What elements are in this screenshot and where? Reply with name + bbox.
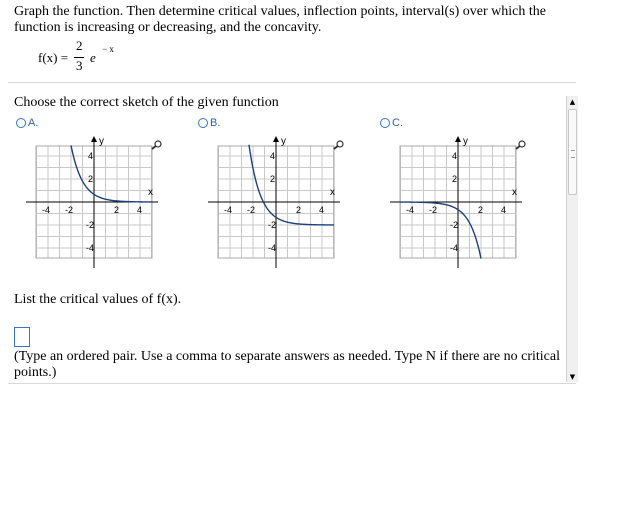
graph-a[interactable] xyxy=(26,134,162,274)
divider xyxy=(8,383,576,384)
option-a[interactable] xyxy=(16,117,38,129)
scroll-down-icon[interactable]: ▼ xyxy=(569,372,576,381)
critical-values-input[interactable] xyxy=(14,327,30,347)
formula-denominator: 3 xyxy=(76,58,83,73)
tick-label: -4 xyxy=(86,243,95,253)
formula-lhs: f(x) = xyxy=(38,50,69,65)
question-prompt: Graph the function. Then determine critical values, inflection points, interval(s) over which the function is increasing or decreasing, and the concavity. xyxy=(14,4,546,35)
tick-label: 4 xyxy=(137,205,143,215)
magnifier-icon[interactable] xyxy=(333,140,345,150)
graph-b[interactable] xyxy=(208,134,344,274)
function-formula xyxy=(38,38,158,78)
critical-values-prompt: List the critical values of f(x). xyxy=(14,292,182,307)
sketch-instruction: Choose the correct sketch of the given function xyxy=(14,95,279,110)
divider xyxy=(8,82,576,83)
radio-c[interactable] xyxy=(380,118,390,128)
radio-a[interactable] xyxy=(16,118,26,128)
tick-label: 4 xyxy=(452,151,458,161)
tick-label: -2 xyxy=(247,205,256,215)
magnifier-icon[interactable] xyxy=(151,140,163,150)
scroll-thumb[interactable] xyxy=(568,109,577,195)
scrollbar[interactable] xyxy=(566,96,578,382)
tick-label: -2 xyxy=(450,220,459,230)
tick-label: -4 xyxy=(268,243,277,253)
answer-hint: (Type an ordered pair. Use a comma to separate answers as needed. Type N if there are no critical points.) xyxy=(14,349,560,380)
grip-icon xyxy=(571,150,575,158)
y-axis-label: y xyxy=(99,136,104,147)
option-a-label: A. xyxy=(28,117,39,129)
tick-label: 2 xyxy=(452,174,458,184)
tick-label: -2 xyxy=(268,220,277,230)
y-axis-label: y xyxy=(281,136,286,147)
tick-label: -2 xyxy=(86,220,95,230)
tick-label: 2 xyxy=(478,205,484,215)
option-c-label: C. xyxy=(392,117,403,129)
tick-label: -4 xyxy=(42,205,51,215)
option-c[interactable] xyxy=(380,117,403,129)
option-b-label: B. xyxy=(210,117,221,129)
x-axis-label: x xyxy=(512,187,517,198)
tick-label: -2 xyxy=(429,205,438,215)
tick-label: 4 xyxy=(501,205,507,215)
magnifier-icon[interactable] xyxy=(515,140,527,150)
tick-label: -4 xyxy=(450,243,459,253)
tick-label: -4 xyxy=(406,205,415,215)
formula-exponent: − x xyxy=(102,44,114,54)
tick-label: 2 xyxy=(114,205,120,215)
tick-label: -2 xyxy=(65,205,74,215)
formula-numerator: 2 xyxy=(76,38,83,53)
radio-b[interactable] xyxy=(198,118,208,128)
tick-label: 4 xyxy=(270,151,276,161)
tick-label: 2 xyxy=(296,205,302,215)
tick-label: -4 xyxy=(224,205,233,215)
tick-label: 4 xyxy=(319,205,325,215)
formula-base: e xyxy=(90,50,96,65)
x-axis-label: x xyxy=(330,187,335,198)
scroll-up-icon[interactable]: ▲ xyxy=(569,97,576,106)
tick-label: 2 xyxy=(88,174,94,184)
question-panel xyxy=(0,86,566,382)
graph-c[interactable] xyxy=(390,134,526,274)
y-axis-label: y xyxy=(463,136,468,147)
option-b[interactable] xyxy=(198,117,220,129)
x-axis-label: x xyxy=(148,187,153,198)
tick-label: 2 xyxy=(270,174,276,184)
tick-label: 4 xyxy=(88,151,94,161)
